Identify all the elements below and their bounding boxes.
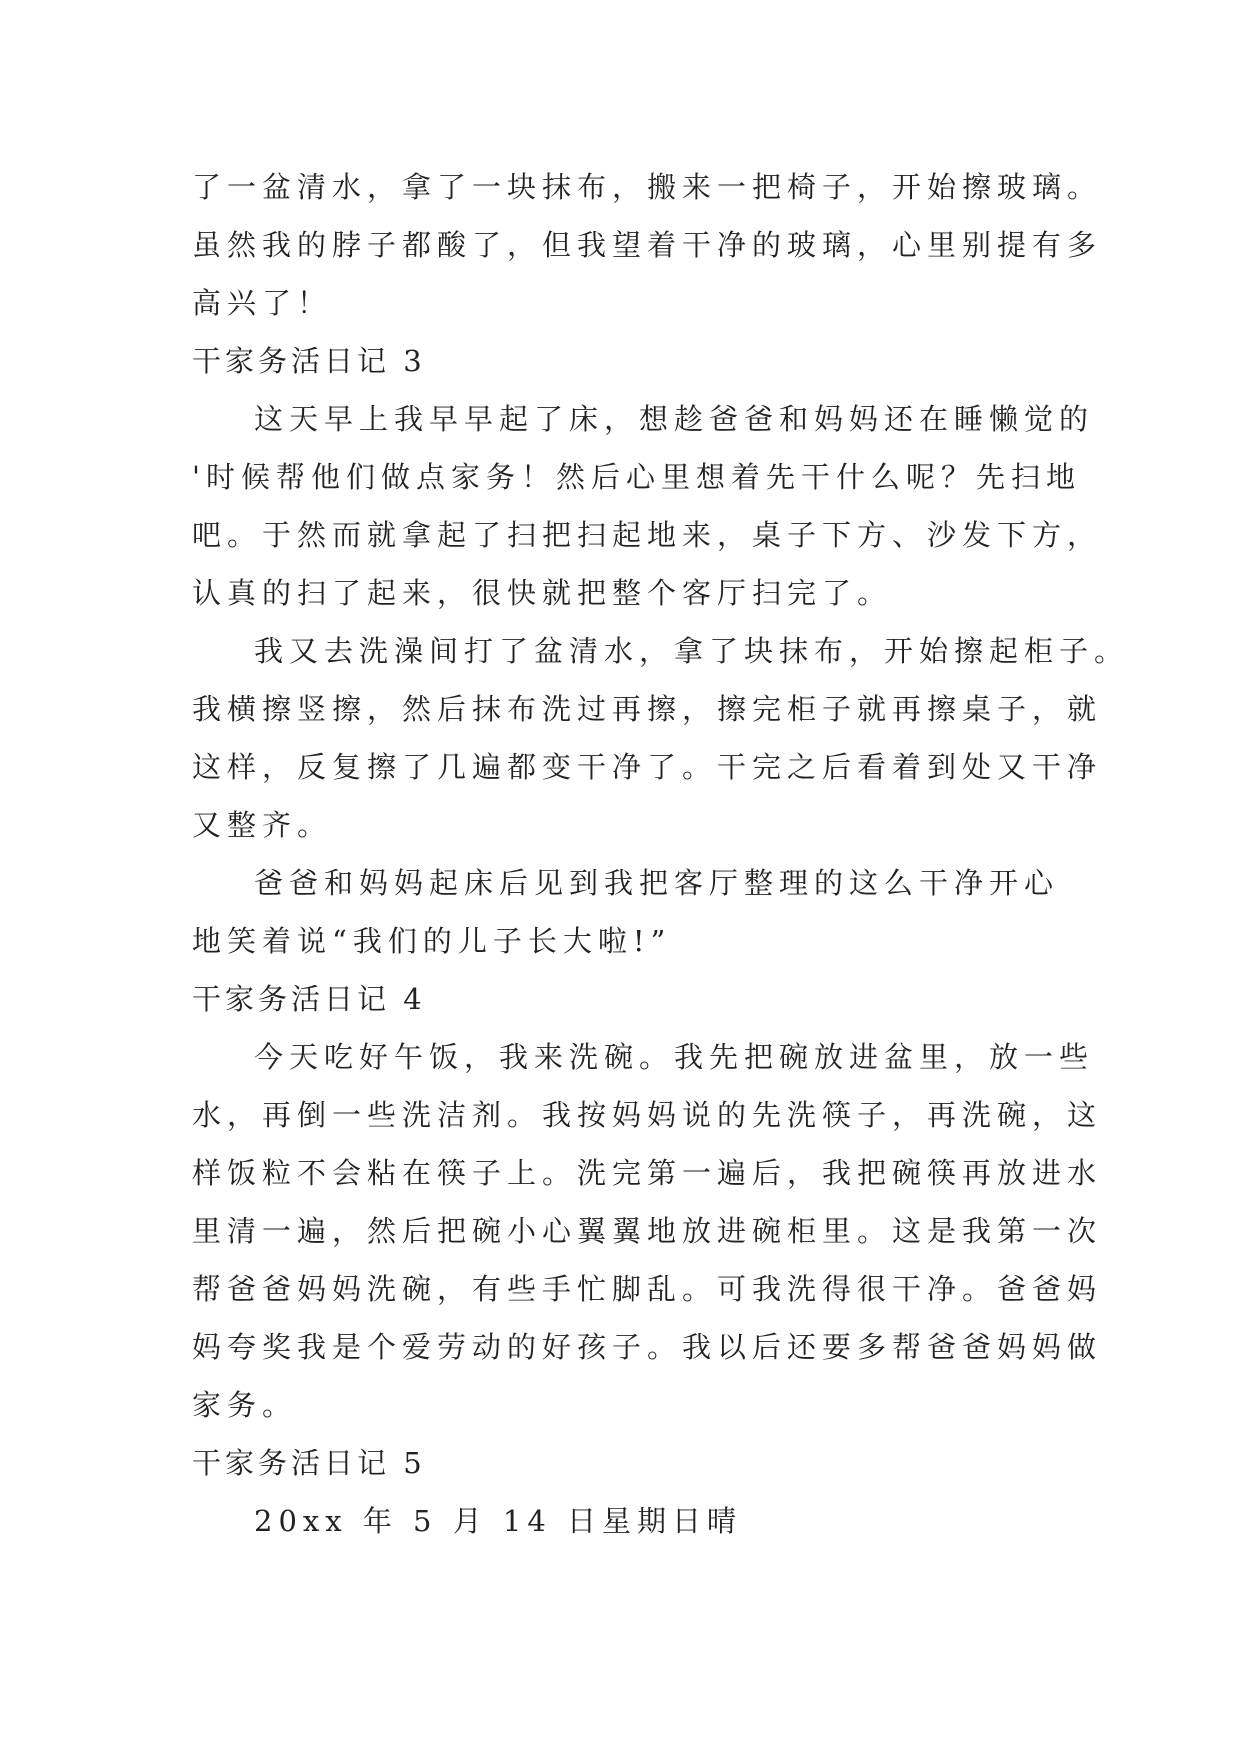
text-line: 又整齐。: [192, 808, 333, 842]
text-line: 帮爸爸妈妈洗碗，有些手忙脚乱。可我洗得很干净。爸爸妈: [192, 1272, 1103, 1306]
text-line: 地笑着说“我们的儿子长大啦!”: [192, 924, 672, 958]
text-line: 里清一遍，然后把碗小心翼翼地放进碗柜里。这是我第一次: [192, 1214, 1103, 1248]
text-line: 今天吃好午饭，我来洗碗。我先把碗放进盆里，放一些: [254, 1040, 1095, 1074]
text-line: 这天早上我早早起了床，想趁爸爸和妈妈还在睡懒觉的: [254, 402, 1095, 436]
text-line: 样饭粒不会粘在筷子上。洗完第一遍后，我把碗筷再放进水: [192, 1156, 1103, 1190]
text-line: 爸爸和妈妈起床后见到我把客厅整理的这么干净开心: [254, 866, 1060, 900]
text-line: 家务。: [192, 1388, 298, 1422]
text-line: 了一盆清水，拿了一块抹布，搬来一把椅子，开始擦玻璃。: [192, 170, 1103, 204]
text-line: '时候帮他们做点家务！然后心里想着先干什么呢？先扫地: [192, 460, 1081, 494]
text-line: 认真的扫了起来，很快就把整个客厅扫完了。: [192, 576, 893, 610]
text-line: 高兴了！: [192, 286, 333, 320]
diary-3-heading: 干家务活日记 3: [192, 344, 426, 378]
text-line: 吧。于然而就拿起了扫把扫起地来，桌子下方、沙发下方，: [192, 518, 1103, 552]
text-line: 虽然我的脖子都酸了，但我望着干净的玻璃，心里别提有多: [192, 228, 1103, 262]
text-line: 妈夸奖我是个爱劳动的好孩子。我以后还要多帮爸爸妈妈做: [192, 1330, 1103, 1364]
diary-4-heading: 干家务活日记 4: [192, 982, 426, 1016]
diary-5-heading: 干家务活日记 5: [192, 1446, 426, 1480]
text-line: 这样，反复擦了几遍都变干净了。干完之后看着到处又干净: [192, 750, 1103, 784]
text-line: 我又去洗澡间打了盆清水，拿了块抹布，开始擦起柜子。: [254, 634, 1130, 668]
text-line: 我横擦竖擦，然后抹布洗过再擦，擦完柜子就再擦桌子，就: [192, 692, 1103, 726]
date-line: 20xx 年 5 月 14 日星期日晴: [254, 1504, 743, 1538]
document-body: [192, 158, 1130, 1550]
text-line: 水，再倒一些洗洁剂。我按妈妈说的先洗筷子，再洗碗，这: [192, 1098, 1103, 1132]
